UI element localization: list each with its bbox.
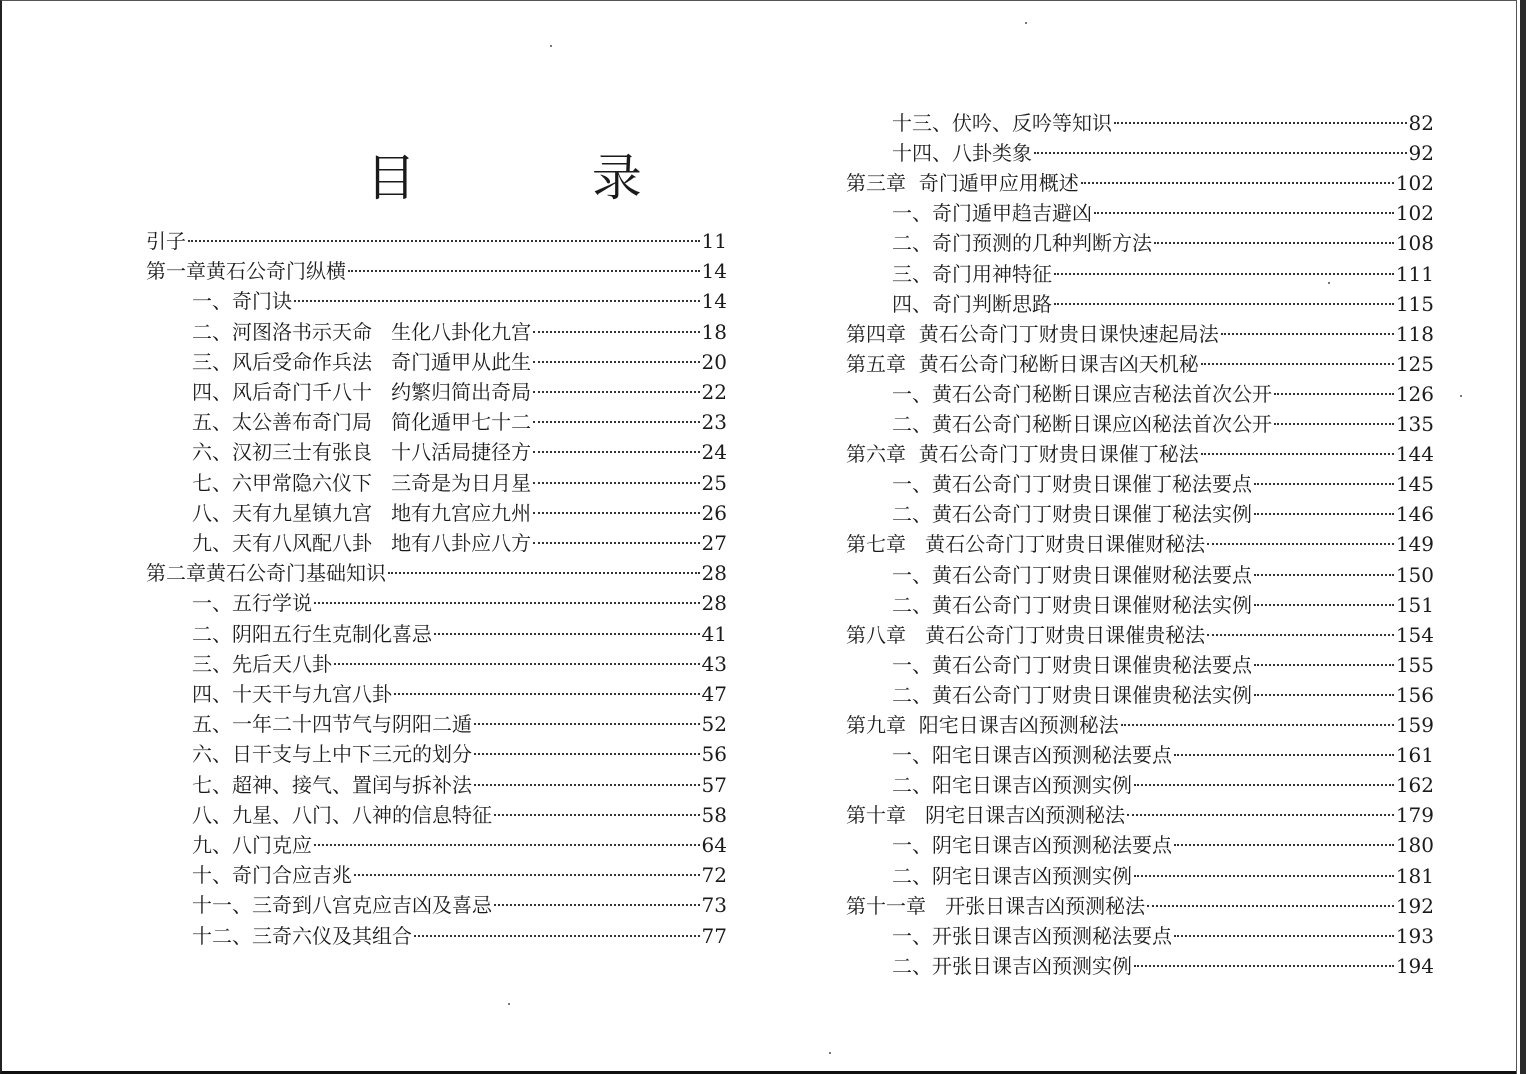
toc-entry-page: 135 xyxy=(1395,412,1434,436)
toc-entry-label: 一、黄石公奇门丁财贵日课催财秘法要点 xyxy=(892,562,1252,587)
toc-dot-leader xyxy=(1274,393,1394,395)
toc-entry xyxy=(892,259,1434,289)
toc-entry xyxy=(192,437,727,467)
toc-entry-label: 七、超神、接气、置闰与拆补法 xyxy=(192,772,472,797)
toc-entry xyxy=(146,558,727,588)
toc-entry-label: 第九章 阳宅日课吉凶预测秘法 xyxy=(846,713,1119,737)
toc-dot-leader xyxy=(533,391,699,393)
toc-entry xyxy=(146,256,727,286)
toc-entry-page: 159 xyxy=(1395,713,1434,737)
toc-entry-page: 64 xyxy=(701,833,727,857)
toc-entry-page: 11 xyxy=(701,229,727,253)
toc-entry-label: 十二、三奇六仪及其组合 xyxy=(192,923,412,948)
toc-dot-leader xyxy=(1174,935,1394,937)
toc-entry-page: 194 xyxy=(1395,953,1434,978)
toc-dot-leader xyxy=(533,421,699,423)
toc-entry-page: 73 xyxy=(701,893,727,918)
toc-entry-page: 43 xyxy=(701,651,727,676)
toc-dot-leader xyxy=(1114,122,1407,124)
toc-dot-leader xyxy=(354,874,700,876)
toc-dot-leader xyxy=(1254,513,1394,515)
toc-entry-page: 77 xyxy=(701,923,727,948)
toc-dot-leader xyxy=(1121,724,1394,726)
toc-dot-leader xyxy=(1127,814,1394,816)
toc-entry xyxy=(846,620,1434,650)
toc-entry-label: 第十章 阴宅日课吉凶预测秘法 xyxy=(846,803,1126,828)
toc-entry xyxy=(192,468,727,498)
scan-speck xyxy=(1025,22,1027,24)
toc-dot-leader xyxy=(533,512,699,514)
toc-entry-label: 第五章 黄石公奇门秘断日课吉凶天机秘 xyxy=(846,351,1199,376)
toc-entry xyxy=(892,409,1434,439)
toc-entry-page: 179 xyxy=(1395,803,1434,828)
toc-entry-label: 一、黄石公奇门丁财贵日课催丁秘法要点 xyxy=(892,472,1252,497)
toc-entry-page: 52 xyxy=(701,712,727,737)
toc-entry-page: 102 xyxy=(1395,171,1434,196)
toc-entry-page: 22 xyxy=(701,380,727,404)
toc-entry-page: 20 xyxy=(701,349,727,374)
toc-entry xyxy=(192,800,727,830)
toc-dot-leader xyxy=(1134,965,1394,967)
toc-dot-leader xyxy=(1254,483,1394,485)
toc-entry-page: 92 xyxy=(1408,141,1434,166)
toc-entry xyxy=(892,108,1434,138)
toc-entry-label: 一、奇门遁甲趋吉避凶 xyxy=(892,201,1092,226)
toc-dot-leader xyxy=(334,663,700,665)
toc-entry-page: 24 xyxy=(701,440,727,465)
toc-entry-page: 28 xyxy=(701,591,727,616)
toc-dot-leader xyxy=(388,572,700,574)
toc-dot-leader xyxy=(1174,844,1394,846)
scan-speck xyxy=(1328,282,1330,284)
toc-dot-leader xyxy=(474,784,700,786)
toc-entry-label: 十、奇门合应吉兆 xyxy=(192,863,352,888)
toc-entry xyxy=(192,619,727,649)
toc-dot-leader xyxy=(494,904,700,906)
toc-entry-label: 六、日干支与上中下三元的划分 xyxy=(192,742,472,767)
toc-entry xyxy=(892,650,1434,680)
toc-entry-label: 四、十天干与九宫八卦 xyxy=(192,682,392,706)
toc-dot-leader xyxy=(1201,363,1394,365)
toc-entry xyxy=(892,590,1434,620)
toc-entry xyxy=(892,560,1434,590)
toc-dot-leader xyxy=(434,633,700,635)
toc-dot-leader xyxy=(314,602,700,604)
toc-entry-page: 27 xyxy=(701,531,727,555)
toc-dot-leader xyxy=(1054,273,1394,275)
toc-entry xyxy=(892,921,1434,951)
toc-entry-page: 111 xyxy=(1395,261,1434,286)
toc-entry-label: 二、奇门预测的几种判断方法 xyxy=(892,231,1152,256)
toc-dot-leader xyxy=(533,361,699,363)
scan-speck xyxy=(1460,395,1462,397)
toc-entry-label: 八、天有九星镇九宫 地有九宫应九州 xyxy=(192,500,532,525)
toc-entry-label: 二、阳宅日课吉凶预测实例 xyxy=(892,773,1132,798)
toc-dot-leader xyxy=(1054,303,1394,305)
toc-entry xyxy=(892,138,1434,168)
toc-entry-label: 第二章黄石公奇门基础知识 xyxy=(146,561,386,586)
toc-entry-label: 二、阴阳五行生克制化喜忌 xyxy=(192,621,432,646)
toc-entry-label: 五、一年二十四节气与阴阳二遁 xyxy=(192,712,472,737)
toc-entry xyxy=(192,286,727,316)
toc-entry-label: 二、阴宅日课吉凶预测实例 xyxy=(892,863,1132,888)
toc-entry-label: 三、先后天八卦 xyxy=(192,651,332,676)
toc-entry-page: 192 xyxy=(1395,893,1434,918)
toc-entry xyxy=(192,498,727,528)
toc-dot-leader xyxy=(348,270,700,272)
toc-entry xyxy=(892,830,1434,860)
toc-entry-page: 162 xyxy=(1395,773,1434,798)
toc-dot-leader xyxy=(1207,634,1394,636)
toc-entry xyxy=(192,588,727,618)
toc-entry-label: 七、六甲常隐六仪下 三奇是为日月星 xyxy=(192,470,532,495)
toc-entry-label: 三、奇门用神特征 xyxy=(892,261,1052,286)
toc-entry-page: 72 xyxy=(701,863,727,888)
toc-dot-leader xyxy=(474,723,700,725)
toc-entry-label: 十三、伏吟、反吟等知识 xyxy=(892,111,1112,135)
toc-entry xyxy=(192,377,727,407)
toc-entry-page: 47 xyxy=(701,682,727,706)
toc-dot-leader xyxy=(1207,543,1394,545)
toc-entry-page: 14 xyxy=(701,289,727,314)
toc-entry-page: 155 xyxy=(1395,652,1434,677)
toc-entry xyxy=(192,679,727,709)
page-title: 目 录 xyxy=(366,149,722,207)
toc-dot-leader xyxy=(1254,694,1394,696)
scan-speck xyxy=(829,1052,831,1054)
toc-entry-label: 一、五行学说 xyxy=(192,591,312,616)
toc-entry xyxy=(192,921,727,951)
toc-entry-label: 一、阳宅日课吉凶预测秘法要点 xyxy=(892,743,1172,768)
toc-entry-label: 二、河图洛书示天命 生化八卦化九宫 xyxy=(192,319,532,344)
toc-dot-leader xyxy=(1221,333,1394,335)
toc-entry-label: 一、黄石公奇门丁财贵日课催贵秘法要点 xyxy=(892,652,1252,677)
toc-entry xyxy=(846,439,1434,469)
toc-entry xyxy=(892,289,1434,319)
toc-entry-page: 144 xyxy=(1395,442,1434,467)
toc-dot-leader xyxy=(1134,784,1394,786)
toc-dot-leader xyxy=(533,542,699,544)
toc-entry xyxy=(846,168,1434,198)
toc-entry-label: 第十一章 开张日课吉凶预测秘法 xyxy=(846,893,1146,918)
toc-dot-leader xyxy=(1201,453,1394,455)
toc-entry xyxy=(192,890,727,920)
toc-entry xyxy=(846,710,1434,740)
toc-entry xyxy=(892,680,1434,710)
toc-entry-page: 82 xyxy=(1408,111,1434,135)
toc-entry-label: 第八章 黄石公奇门丁财贵日课催贵秘法 xyxy=(846,622,1206,647)
toc-entry-page: 149 xyxy=(1395,532,1434,557)
toc-entry-label: 十一、三奇到八宫克应吉凶及喜忌 xyxy=(192,893,492,918)
toc-entry-page: 181 xyxy=(1395,863,1434,888)
scan-speck xyxy=(508,1003,510,1005)
toc-entry-label: 一、开张日课吉凶预测秘法要点 xyxy=(892,923,1172,948)
toc-entry-page: 146 xyxy=(1395,502,1434,527)
toc-entry-label: 第一章黄石公奇门纵横 xyxy=(146,259,346,284)
toc-dot-leader xyxy=(1254,664,1394,666)
toc-dot-leader xyxy=(533,482,699,484)
toc-entry xyxy=(846,891,1434,921)
toc-entry-page: 154 xyxy=(1395,622,1434,647)
toc-entry-label: 引子 xyxy=(146,229,186,253)
toc-entry xyxy=(892,469,1434,499)
toc-dot-leader xyxy=(533,451,699,453)
toc-entry-label: 四、风后奇门千八十 约繁归简出奇局 xyxy=(192,380,532,404)
toc-entry-label: 九、八门克应 xyxy=(192,833,312,857)
toc-entry-label: 第四章 黄石公奇门丁财贵日课快速起局法 xyxy=(846,321,1219,346)
toc-dot-leader xyxy=(474,753,700,755)
toc-entry-label: 一、黄石公奇门秘断日课应吉秘法首次公开 xyxy=(892,381,1272,406)
toc-entry-page: 118 xyxy=(1395,321,1434,346)
toc-entry xyxy=(846,800,1434,830)
toc-entry-page: 41 xyxy=(701,621,727,646)
toc-entry xyxy=(192,830,727,860)
toc-entry xyxy=(892,198,1434,228)
toc-entry-page: 115 xyxy=(1395,291,1434,316)
toc-entry xyxy=(892,861,1434,891)
toc-entry xyxy=(192,770,727,800)
toc-entry-page: 57 xyxy=(701,772,727,797)
toc-entry-page: 145 xyxy=(1395,472,1434,497)
toc-entry-label: 八、九星、八门、八神的信息特征 xyxy=(192,802,492,827)
toc-entry xyxy=(892,951,1434,981)
toc-entry-page: 102 xyxy=(1395,201,1434,226)
toc-entry xyxy=(846,529,1434,559)
toc-entry xyxy=(892,740,1434,770)
toc-entry-page: 156 xyxy=(1395,682,1434,707)
page-edge-bar xyxy=(1520,0,1526,1074)
toc-entry-page: 193 xyxy=(1395,923,1434,948)
toc-dot-leader xyxy=(1081,182,1394,184)
toc-dot-leader xyxy=(1094,212,1394,214)
toc-entry-label: 第三章 奇门遁甲应用概述 xyxy=(846,171,1079,196)
toc-entry xyxy=(892,228,1434,258)
toc-dot-leader xyxy=(1274,423,1394,425)
scan-speck xyxy=(550,45,552,47)
toc-entry xyxy=(192,407,727,437)
toc-entry-label: 六、汉初三士有张良 十八活局捷径方 xyxy=(192,440,532,465)
toc-entry-page: 126 xyxy=(1395,381,1434,406)
toc-dot-leader xyxy=(1154,242,1394,244)
toc-entry xyxy=(146,226,727,256)
toc-entry xyxy=(892,770,1434,800)
toc-dot-leader xyxy=(1174,754,1394,756)
toc-entry-page: 150 xyxy=(1395,562,1434,587)
toc-entry xyxy=(892,499,1434,529)
toc-entry-label: 三、风后受命作兵法 奇门遁甲从此生 xyxy=(192,349,532,374)
toc-entry-label: 第六章 黄石公奇门丁财贵日课催丁秘法 xyxy=(846,442,1199,467)
toc-dot-leader xyxy=(1134,875,1394,877)
toc-entry-label: 一、阴宅日课吉凶预测秘法要点 xyxy=(892,833,1172,858)
toc-entry-page: 28 xyxy=(701,561,727,586)
toc-entry-page: 108 xyxy=(1395,231,1434,256)
toc-dot-leader xyxy=(188,240,700,242)
toc-entry xyxy=(192,317,727,347)
toc-entry-label: 十四、八卦类象 xyxy=(892,141,1032,166)
toc-entry-page: 56 xyxy=(701,742,727,767)
toc-entry-label: 二、开张日课吉凶预测实例 xyxy=(892,953,1132,978)
toc-entry-page: 180 xyxy=(1395,833,1434,858)
toc-dot-leader xyxy=(1034,152,1407,154)
toc-dot-leader xyxy=(1254,604,1394,606)
toc-entry xyxy=(192,347,727,377)
toc-entry-page: 23 xyxy=(701,410,727,435)
toc-entry-page: 151 xyxy=(1395,592,1434,617)
toc-entry xyxy=(846,319,1434,349)
toc-entry xyxy=(192,709,727,739)
toc-dot-leader xyxy=(314,844,700,846)
toc-entry-page: 161 xyxy=(1395,743,1434,768)
toc-entry-page: 14 xyxy=(701,259,727,284)
toc-entry xyxy=(846,349,1434,379)
toc-entry xyxy=(192,739,727,769)
toc-entry-label: 二、黄石公奇门秘断日课应凶秘法首次公开 xyxy=(892,412,1272,436)
toc-entry-label: 二、黄石公奇门丁财贵日课催贵秘法实例 xyxy=(892,682,1252,707)
toc-entry xyxy=(192,860,727,890)
toc-entry-label: 一、奇门诀 xyxy=(192,289,292,314)
toc-dot-leader xyxy=(394,693,700,695)
toc-entry xyxy=(192,528,727,558)
toc-entry xyxy=(892,379,1434,409)
toc-entry-page: 25 xyxy=(701,470,727,495)
toc-dot-leader xyxy=(294,300,700,302)
toc-entry-page: 18 xyxy=(701,319,727,344)
toc-dot-leader xyxy=(414,935,700,937)
toc-dot-leader xyxy=(1147,905,1394,907)
toc-entry-label: 二、黄石公奇门丁财贵日课催财秘法实例 xyxy=(892,592,1252,617)
toc-entry-page: 26 xyxy=(701,500,727,525)
toc-entry-label: 四、奇门判断思路 xyxy=(892,291,1052,316)
toc-entry-label: 第七章 黄石公奇门丁财贵日课催财秘法 xyxy=(846,532,1206,557)
toc-entry-label: 二、黄石公奇门丁财贵日课催丁秘法实例 xyxy=(892,502,1252,527)
toc-dot-leader xyxy=(1254,574,1394,576)
toc-entry-label: 九、天有八风配八卦 地有八卦应八方 xyxy=(192,531,532,555)
toc-entry-page: 58 xyxy=(701,802,727,827)
toc-dot-leader xyxy=(533,331,699,333)
toc-entry xyxy=(192,649,727,679)
toc-entry-label: 五、太公善布奇门局 简化遁甲七十二 xyxy=(192,410,532,435)
toc-dot-leader xyxy=(494,814,700,816)
toc-entry-page: 125 xyxy=(1395,351,1434,376)
